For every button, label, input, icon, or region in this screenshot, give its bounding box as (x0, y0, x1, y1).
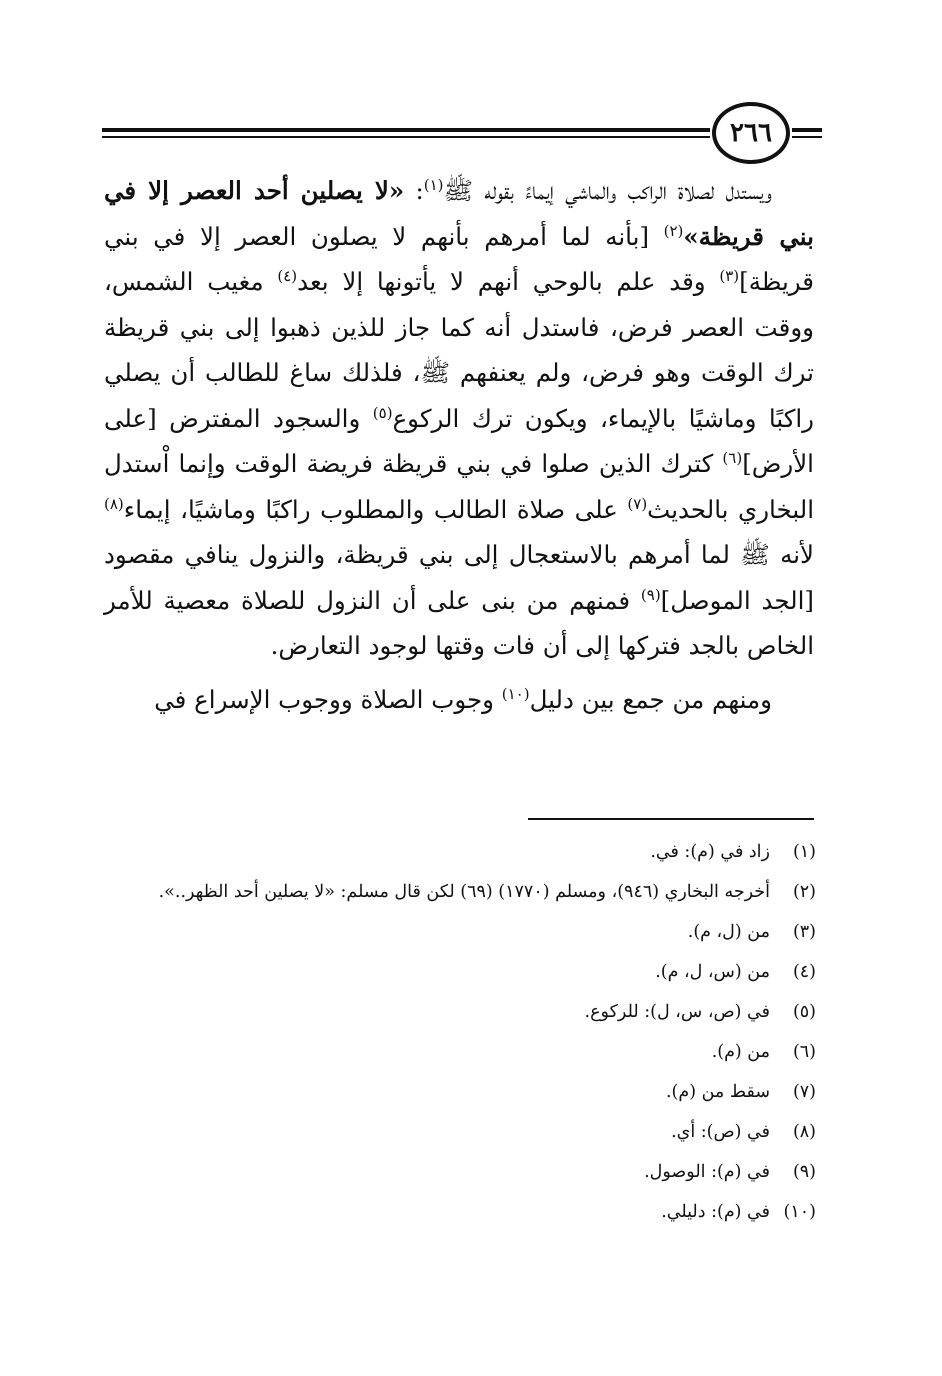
footnote-number: (٨) (792, 1122, 816, 1142)
page-number-badge (712, 102, 790, 164)
footnote-item (104, 1032, 816, 1072)
footnote-text: من (ل، م). (687, 922, 770, 942)
footnote-text: في (م): الوصول. (644, 1162, 770, 1182)
footnote-ref: (٢) (663, 221, 684, 240)
footnote-item (104, 912, 816, 952)
footnote-item (104, 1072, 816, 1112)
footnote-number: (١) (792, 842, 816, 862)
footnote-text: سقط من (م). (665, 1082, 770, 1102)
footnote-item (104, 1112, 816, 1152)
footnote-ref: (٣) (719, 266, 740, 285)
footnote-text: زاد في (م): في. (650, 842, 770, 862)
text-run: ويستدل لصلاة الراكب والماشي إيماءً بقوله ﷺ (443, 176, 773, 205)
text-run: لأنه ﷺ لما أمرهم بالاستعجال إلى بني قريظة، والنزول ينافي مقصود [الجد الموصل] (104, 540, 814, 615)
text-run: وقد علم بالوحي أنهم لا يأتونها إلا بعد (297, 267, 720, 296)
page-header (102, 100, 822, 166)
text-run: : (404, 176, 424, 205)
header-rule-thick-right (792, 128, 822, 132)
footnote-item (104, 832, 816, 872)
text-run: [بأنه لما أمرهم بأنهم لا يصلون العصر إلا في بني قريظة] (104, 221, 814, 296)
footnote-number: (٣) (792, 922, 816, 942)
footnote-text: في (م): دليلي. (661, 1202, 770, 1222)
footnotes-list (104, 832, 816, 1232)
footnote-number: (٩) (792, 1162, 816, 1182)
footnote-ref: (٧) (627, 494, 648, 513)
paragraph-2 (104, 677, 814, 723)
text-run: ومنهم من جمع بين دليل (529, 684, 772, 714)
footnote-ref: (٥) (372, 403, 393, 422)
header-rule-thick (102, 128, 710, 132)
footnote-number: (٤) (792, 962, 816, 982)
footnote-item (104, 872, 816, 912)
header-rule-thin (102, 136, 710, 138)
text-run: مغيب الشمس، ووقت العصر فرض، فاستدل أنه كما جاز للذين ذهبوا إلى بني قريظة ترك الوقت وهو فرض، ولم يعنفهم ﷺ، فلذلك ساغ للطالب أن يصلي راكبًا وماشيًا بالإيماء، ويكون ترك الركوع (104, 267, 815, 433)
footnote-text: في (ص، س، ل): للركوع. (584, 1002, 770, 1022)
footnote-number: (٥) (792, 1002, 816, 1022)
hadith-quote: «لا يصلين أحد العصر إلا في بني قريظة» (104, 176, 814, 251)
footnote-text: في (ص): أي. (671, 1122, 770, 1142)
footnote-item (104, 992, 816, 1032)
footnote-ref: (١) (423, 175, 444, 194)
footnote-ref: (١٠) (501, 684, 530, 703)
text-run: على صلاة الطالب والمطلوب راكبًا وماشيًا، إيماء (123, 494, 628, 524)
footnote-text: أخرجه البخاري (٩٤٦)، ومسلم (١٧٧٠) (٦٩) لكن قال مسلم: «لا يصلين أحد الظهر..». (158, 882, 770, 902)
text-run: فمنهم من بنى على أن النزول للصلاة معصية للأمر الخاص بالجد فتركها إلى أن فات وقتها لوجود التعارض. (104, 585, 814, 660)
page-number: ٢٦٦ (730, 118, 772, 148)
footnote-ref: (٨) (104, 494, 124, 513)
footnote-number: (١٠) (783, 1202, 816, 1222)
text-run: وجوب الصلاة ووجوب الإسراع في (154, 684, 502, 714)
footnote-ref: (٩) (640, 585, 661, 604)
footnote-text: من (م). (711, 1042, 770, 1062)
footnote-item (104, 952, 816, 992)
footnote-separator (528, 818, 814, 820)
footnote-number: (٧) (792, 1082, 816, 1102)
footnote-number: (٦) (792, 1042, 816, 1062)
footnote-ref: (٦) (722, 448, 743, 467)
footnote-item (104, 1152, 816, 1192)
paragraph-1 (104, 168, 814, 669)
footnote-ref: (٤) (277, 266, 298, 285)
footnote-number: (٢) (792, 882, 816, 902)
text-run: والسجود المفترض [على الأرض] (104, 403, 814, 478)
text-run: كترك الذين صلوا في بني قريظة فريضة الوقت وإنما اْستدل البخاري بالحديث (104, 449, 814, 524)
footnote-item (104, 1192, 816, 1232)
main-text (104, 168, 814, 722)
footnote-text: من (س، ل، م). (655, 962, 770, 982)
header-rule-thin-right (792, 136, 822, 138)
